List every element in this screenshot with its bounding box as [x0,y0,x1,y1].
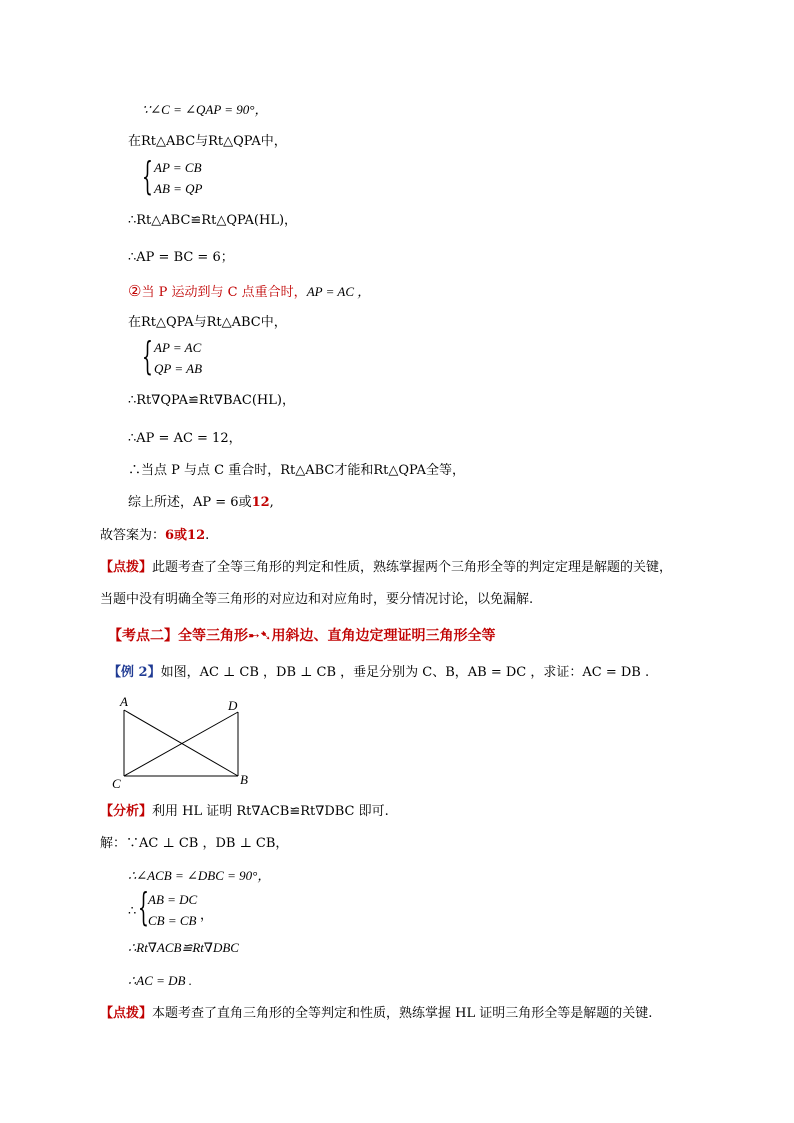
brace-2: { [142,334,153,378]
line-congruent-2: ∴Rt∇QPA≌Rt∇BAC(HL)， [128,393,295,408]
tip-2-text: 本题考查了直角三角形的全等判定和性质，熟练掌握 HL 证明三角形全等是解题的关键. [152,1006,653,1021]
label-b: B [240,772,248,787]
label-a: A [120,694,128,709]
tip-1-continued: 当题中没有明确全等三角形的对应边和对应角时，要分情况讨论，以免漏解. [100,592,534,607]
solution-line-1: 解：∵AC ⊥ CB ，DB ⊥ CB， [100,836,289,851]
answer-label: 故答案为： [100,528,166,543]
label-d: D [228,698,238,713]
answer-value: 6或12 [165,528,206,543]
analysis-text: 利用 HL 证明 Rt∇ACB≌Rt∇DBC 即可. [152,804,389,819]
solution-line-2: ∴∠ACB = ∠DBC = 90°， [128,868,271,883]
line-angle-c: ∵∠C = ∠QAP = 90°， [142,102,268,117]
label-c: C [112,776,121,791]
line-conclusion-2: ∴当点 P 与点 C 重合时，Rt△ABC才能和Rt△QPA全等， [128,463,465,478]
case-2-math: AP = AC ， [306,284,371,299]
line-in-triangles-1: 在Rt△ABC与Rt△QPA中， [128,134,287,149]
solution-cond-a: AB = DC [148,892,198,907]
answer-end: . [205,528,210,543]
line-summary [128,495,274,511]
answer-line [100,528,209,544]
summary-value: 12 [251,495,270,510]
analysis [100,804,389,820]
case-2-number: ② [128,282,142,300]
example-2 [108,665,649,681]
solution-line-5: ∴AC = DB . [128,973,192,988]
brace-1: { [142,154,153,198]
tip-1-text: 此题考查了全等三角形的判定和性质，熟练掌握两个三角形全等的判定定理是解题的关键， [152,560,673,575]
example-2-tag: 【例 2】 [108,665,161,680]
line-case-2 [128,283,370,301]
tip-2-tag: 【点拨】 [100,1006,153,1021]
analysis-tag: 【分析】 [100,804,153,819]
section-heading: 【考点二】全等三角形➸➷用斜边、直角边定理证明三角形全等 [108,628,496,644]
cond-2b: QP = AB [154,361,203,376]
cond-1a: AP = CB [154,160,202,175]
case-2-text: 当 P 运动到与 C 点重合时， [141,285,307,300]
brace-3: { [138,885,149,929]
solution-prefix: ∴ [128,904,137,919]
summary-end: , [269,495,274,510]
summary-text: 综上所述，AP = 6或 [128,495,252,510]
cond-1b: AB = QP [154,181,203,196]
example-2-text: 如图，AC ⊥ CB ，DB ⊥ CB ，垂足分别为 C、B，AB = DC ，求证：AC = DB . [160,665,650,680]
solution-cond-b: CB = CB [148,913,197,928]
figure-rectangle-diagonals [108,692,258,792]
line-congruent-1: ∴Rt△ABC≌Rt△QPA(HL)， [128,213,298,228]
tip-1 [100,560,672,576]
line-in-triangles-2: 在Rt△QPA与Rt△ABC中， [128,315,287,330]
line-ap-bc: ∴AP = BC = 6； [128,250,234,265]
cond-2a: AP = AC [154,340,202,355]
solution-line-4: ∴Rt∇ACB≌Rt∇DBC [128,940,239,955]
tip-1-tag: 【点拨】 [100,560,153,575]
line-ap-ac: ∴AP = AC = 12， [128,431,242,446]
tip-2 [100,1006,652,1022]
solution-cond-end: ， [200,908,214,923]
